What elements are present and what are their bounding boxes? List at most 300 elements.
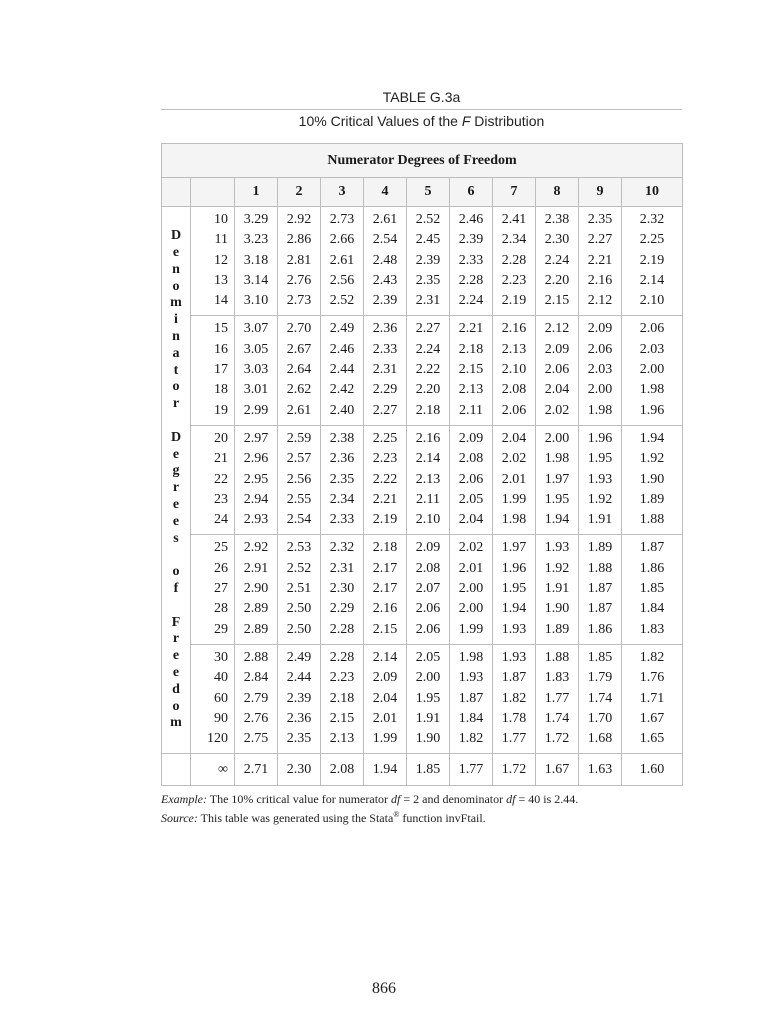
critical-value: 2.33 <box>329 512 355 528</box>
critical-value: 2.52 <box>329 293 355 309</box>
critical-value: 1.87 <box>501 670 527 686</box>
critical-value: 2.79 <box>243 690 269 706</box>
side-label-letter: e <box>172 648 180 664</box>
critical-value: 1.86 <box>587 621 613 637</box>
critical-value-cell <box>235 644 278 753</box>
critical-value: 1.85 <box>639 581 665 597</box>
numerator-df-row <box>162 178 683 207</box>
side-label-letter: a <box>172 345 180 361</box>
table-label: TABLE G.3a <box>161 89 682 110</box>
critical-value: 2.21 <box>587 252 613 268</box>
denominator-df-value: 40 <box>214 670 228 686</box>
critical-value: 2.81 <box>286 252 312 268</box>
critical-value: 2.09 <box>544 341 570 357</box>
critical-value: 2.02 <box>458 540 484 556</box>
denominator-df-value: 15 <box>214 321 228 337</box>
denominator-df-cell <box>191 316 235 425</box>
denominator-df-value: 17 <box>214 362 228 378</box>
critical-value: 1.92 <box>587 491 613 507</box>
critical-value-cell <box>278 316 321 425</box>
side-label-letter: o <box>172 564 180 580</box>
critical-value: 2.45 <box>415 232 441 248</box>
critical-value: 2.17 <box>372 560 398 576</box>
critical-value: 2.35 <box>415 272 441 288</box>
critical-value: 2.31 <box>415 293 441 309</box>
critical-value: 2.18 <box>458 341 484 357</box>
critical-value-cell <box>364 644 407 753</box>
critical-value: 2.31 <box>329 560 355 576</box>
critical-value: 2.08 <box>458 451 484 467</box>
side-label-letter: m <box>170 715 182 731</box>
denominator-df-cell <box>191 207 235 316</box>
critical-value: 2.22 <box>415 362 441 378</box>
critical-value: 2.96 <box>243 451 269 467</box>
critical-value: 2.30 <box>329 581 355 597</box>
numerator-df-header: 8 <box>536 178 579 207</box>
critical-value-cell <box>235 535 278 644</box>
critical-value-cell <box>622 316 683 425</box>
registered-mark: ® <box>393 810 400 819</box>
side-label-gap <box>162 547 190 564</box>
critical-value: 2.12 <box>587 293 613 309</box>
side-label-letter: o <box>172 278 180 294</box>
critical-value: 3.29 <box>243 212 269 227</box>
critical-value: 1.97 <box>501 540 527 556</box>
side-label-letter: g <box>172 463 180 479</box>
critical-value: 2.59 <box>286 430 312 446</box>
critical-value: 2.36 <box>329 451 355 467</box>
critical-value: 2.89 <box>243 601 269 617</box>
critical-value: 2.55 <box>286 491 312 507</box>
critical-value: 2.28 <box>458 272 484 288</box>
denominator-df-value: 23 <box>214 491 228 507</box>
critical-value: 2.90 <box>243 581 269 597</box>
critical-value: 1.67 <box>536 754 579 786</box>
critical-value: 2.57 <box>286 451 312 467</box>
critical-value-cell <box>278 207 321 316</box>
numerator-df-header: 3 <box>321 178 364 207</box>
critical-value: 2.44 <box>329 362 355 378</box>
critical-value-cell <box>579 425 622 534</box>
example-label: Example: <box>161 792 207 806</box>
critical-value: 2.16 <box>372 601 398 617</box>
critical-value: 2.21 <box>372 491 398 507</box>
critical-value: 1.93 <box>501 621 527 637</box>
critical-value: 2.08 <box>415 560 441 576</box>
infinity-df-label: ∞ <box>191 754 235 786</box>
critical-value: 2.27 <box>587 232 613 248</box>
denominator-df-value: 12 <box>214 252 228 268</box>
denominator-df-value: 16 <box>214 341 228 357</box>
critical-value: 1.87 <box>587 581 613 597</box>
critical-value: 2.33 <box>372 341 398 357</box>
denominator-df-cell <box>191 425 235 534</box>
example-text: The 10% critical value for numerator <box>206 792 392 806</box>
critical-value: 1.89 <box>639 491 665 507</box>
critical-value-cell <box>278 425 321 534</box>
critical-value: 2.11 <box>459 402 483 418</box>
page-number: 866 <box>372 980 396 997</box>
side-label-letter: m <box>170 295 182 311</box>
critical-value: 2.01 <box>372 710 398 726</box>
denominator-df-value: 20 <box>214 430 228 446</box>
denominator-df-value: 21 <box>214 451 228 467</box>
critical-value: 2.67 <box>286 341 312 357</box>
critical-value-cell <box>450 316 493 425</box>
critical-value: 1.88 <box>544 649 570 665</box>
critical-value: 1.82 <box>639 649 665 665</box>
numerator-df-header: 7 <box>493 178 536 207</box>
critical-value: 2.08 <box>321 754 364 786</box>
critical-value: 1.99 <box>372 731 398 747</box>
critical-value: 1.85 <box>587 649 613 665</box>
critical-value: 2.06 <box>544 362 570 378</box>
critical-value-cell <box>536 535 579 644</box>
critical-value: 1.94 <box>364 754 407 786</box>
critical-value: 2.07 <box>415 581 441 597</box>
source-text: function invFtail. <box>399 811 486 825</box>
denominator-df-value: 28 <box>214 601 228 617</box>
critical-value: 2.01 <box>458 560 484 576</box>
critical-value: 2.05 <box>415 649 441 665</box>
critical-value: 2.06 <box>501 402 527 418</box>
critical-value: 2.34 <box>501 232 527 248</box>
critical-value: 1.90 <box>639 471 665 487</box>
critical-value: 2.34 <box>329 491 355 507</box>
critical-value: 2.28 <box>501 252 527 268</box>
critical-value: 2.36 <box>372 321 398 337</box>
critical-value: 1.72 <box>544 731 570 747</box>
table-notes <box>161 792 682 826</box>
critical-value: 2.29 <box>372 382 398 398</box>
critical-value: 2.10 <box>501 362 527 378</box>
critical-value: 2.66 <box>329 232 355 248</box>
numerator-df-header: 10 <box>622 178 683 207</box>
critical-value: 2.38 <box>329 430 355 446</box>
critical-value: 1.96 <box>501 560 527 576</box>
critical-value: 2.09 <box>372 670 398 686</box>
side-label-letter: f <box>173 580 179 596</box>
critical-value: 2.06 <box>415 621 441 637</box>
critical-value: 2.04 <box>501 430 527 446</box>
critical-value: 2.76 <box>286 272 312 288</box>
critical-value: 3.10 <box>243 293 269 309</box>
side-label-letter: r <box>172 396 180 412</box>
critical-value: 1.94 <box>544 512 570 528</box>
critical-value: 2.30 <box>278 754 321 786</box>
critical-value: 2.00 <box>544 430 570 446</box>
critical-value: 1.98 <box>458 649 484 665</box>
critical-value: 2.04 <box>458 512 484 528</box>
critical-value-cell <box>407 207 450 316</box>
critical-value: 2.13 <box>458 382 484 398</box>
critical-value: 2.39 <box>286 690 312 706</box>
critical-value-cell <box>364 425 407 534</box>
critical-value-cell <box>536 207 579 316</box>
critical-value: 2.35 <box>286 731 312 747</box>
critical-value: 3.23 <box>243 232 269 248</box>
critical-value: 1.76 <box>639 670 665 686</box>
critical-value: 1.88 <box>639 512 665 528</box>
critical-value: 3.07 <box>243 321 269 337</box>
critical-value: 2.51 <box>286 581 312 597</box>
critical-value: 2.39 <box>372 293 398 309</box>
critical-value: 2.99 <box>243 402 269 418</box>
critical-value: 2.89 <box>243 621 269 637</box>
critical-value: 2.15 <box>329 710 355 726</box>
df-symbol: df <box>506 792 516 806</box>
table-row-group <box>162 316 683 425</box>
critical-value-cell <box>450 535 493 644</box>
denominator-df-value: 14 <box>214 293 228 309</box>
critical-value: 2.15 <box>544 293 570 309</box>
critical-value: 2.18 <box>372 540 398 556</box>
critical-value-cell <box>493 316 536 425</box>
denominator-df-value: 90 <box>214 710 228 726</box>
critical-value: 2.25 <box>372 430 398 446</box>
example-note <box>161 792 682 807</box>
critical-value: 1.93 <box>458 670 484 686</box>
critical-value-cell <box>235 207 278 316</box>
critical-value: 2.56 <box>329 272 355 288</box>
critical-value: 2.23 <box>501 272 527 288</box>
numerator-df-header: 6 <box>450 178 493 207</box>
critical-value-cell <box>579 316 622 425</box>
critical-value-cell <box>364 207 407 316</box>
critical-value: 1.74 <box>544 710 570 726</box>
critical-value: 2.15 <box>372 621 398 637</box>
critical-value: 1.99 <box>458 621 484 637</box>
denominator-df-value: 22 <box>214 471 228 487</box>
denominator-df-value: 26 <box>214 560 228 576</box>
side-label-letter: n <box>172 329 180 345</box>
critical-value: 2.00 <box>415 670 441 686</box>
critical-value-cell <box>536 425 579 534</box>
side-label-letter: n <box>172 261 180 277</box>
critical-value: 2.01 <box>501 471 527 487</box>
denominator-df-value: 19 <box>214 402 228 418</box>
critical-value-cell <box>407 425 450 534</box>
critical-value: 1.95 <box>587 451 613 467</box>
table-title-variable: F <box>461 113 471 129</box>
denominator-df-value: 27 <box>214 581 228 597</box>
critical-value: 2.19 <box>639 252 665 268</box>
critical-value: 2.11 <box>416 491 440 507</box>
denominator-df-cell <box>191 535 235 644</box>
critical-value-cell <box>493 535 536 644</box>
critical-value: 1.95 <box>501 581 527 597</box>
critical-value: 1.84 <box>639 601 665 617</box>
critical-value: 2.35 <box>587 212 613 227</box>
critical-value: 2.48 <box>372 252 398 268</box>
critical-value: 1.94 <box>501 601 527 617</box>
critical-value: 2.94 <box>243 491 269 507</box>
numerator-df-header: 5 <box>407 178 450 207</box>
critical-value: 2.28 <box>329 621 355 637</box>
critical-value: 2.22 <box>372 471 398 487</box>
critical-value: 2.02 <box>501 451 527 467</box>
critical-value: 2.24 <box>415 341 441 357</box>
critical-value-cell <box>622 207 683 316</box>
critical-value-cell <box>622 535 683 644</box>
denominator-df-value: 25 <box>214 540 228 556</box>
critical-value: 1.89 <box>544 621 570 637</box>
critical-value: 2.71 <box>235 754 278 786</box>
critical-value: 2.46 <box>329 341 355 357</box>
critical-value: 2.10 <box>639 293 665 309</box>
numerator-header: Numerator Degrees of Freedom <box>162 144 683 178</box>
critical-value-cell <box>622 425 683 534</box>
critical-value: 2.03 <box>639 341 665 357</box>
critical-value: 1.87 <box>587 601 613 617</box>
critical-value-cell <box>321 644 364 753</box>
critical-value: 2.04 <box>372 690 398 706</box>
critical-value: 1.93 <box>501 649 527 665</box>
critical-value: 2.84 <box>243 670 269 686</box>
critical-value: 3.14 <box>243 272 269 288</box>
critical-value: 2.16 <box>587 272 613 288</box>
critical-value: 2.06 <box>458 471 484 487</box>
critical-value-cell <box>450 644 493 753</box>
source-label: Source: <box>161 811 198 825</box>
critical-value: 2.09 <box>458 430 484 446</box>
critical-value: 1.96 <box>587 430 613 446</box>
critical-value: 2.13 <box>329 731 355 747</box>
critical-value: 2.23 <box>372 451 398 467</box>
corner-blank <box>162 178 191 207</box>
critical-value: 2.50 <box>286 601 312 617</box>
critical-value: 1.91 <box>587 512 613 528</box>
critical-value: 2.21 <box>458 321 484 337</box>
critical-value: 2.31 <box>372 362 398 378</box>
critical-value: 2.86 <box>286 232 312 248</box>
critical-value: 2.17 <box>372 581 398 597</box>
critical-value: 2.97 <box>243 430 269 446</box>
denominator-df-value: 30 <box>214 649 228 665</box>
side-label-letter: d <box>172 681 180 697</box>
denominator-side-label <box>162 207 191 754</box>
critical-value: 1.90 <box>415 731 441 747</box>
side-label-letter: s <box>173 530 179 546</box>
side-label-letter: i <box>174 312 178 328</box>
critical-value: 2.32 <box>639 212 665 227</box>
critical-value: 1.96 <box>639 402 665 418</box>
numerator-df-header: 2 <box>278 178 321 207</box>
critical-value-cell <box>235 316 278 425</box>
table-row-group <box>162 207 683 316</box>
denominator-df-value: 29 <box>214 621 228 637</box>
critical-value: 2.61 <box>286 402 312 418</box>
critical-value: 2.62 <box>286 382 312 398</box>
critical-value-cell <box>407 535 450 644</box>
critical-value: 1.98 <box>639 382 665 398</box>
critical-value: 2.04 <box>544 382 570 398</box>
critical-value-cell <box>536 644 579 753</box>
side-label-gap <box>162 598 190 615</box>
table-title-suffix: Distribution <box>470 113 545 129</box>
critical-value: 1.92 <box>544 560 570 576</box>
critical-value-cell <box>278 644 321 753</box>
critical-value: 2.03 <box>587 362 613 378</box>
critical-value: 2.20 <box>544 272 570 288</box>
critical-value: 1.71 <box>639 690 665 706</box>
critical-value-cell <box>407 644 450 753</box>
critical-value-cell <box>321 425 364 534</box>
critical-value: 2.27 <box>415 321 441 337</box>
critical-value: 2.23 <box>329 670 355 686</box>
critical-value: 2.24 <box>458 293 484 309</box>
critical-value: 2.75 <box>243 731 269 747</box>
critical-value: 2.93 <box>243 512 269 528</box>
side-label-gap <box>162 413 190 430</box>
denominator-df-value: 24 <box>214 512 228 528</box>
side-label-letter: r <box>172 480 180 496</box>
critical-value-cell <box>493 425 536 534</box>
source-text: This table was generated using the Stata <box>197 811 394 825</box>
critical-value-cell <box>493 644 536 753</box>
critical-value-cell <box>321 316 364 425</box>
critical-value: 2.14 <box>415 451 441 467</box>
critical-value: 1.93 <box>587 471 613 487</box>
table-row-group <box>162 644 683 753</box>
critical-value: 2.38 <box>544 212 570 227</box>
denominator-df-cell <box>191 644 235 753</box>
critical-value: 2.25 <box>639 232 665 248</box>
critical-value-cell <box>493 207 536 316</box>
critical-value: 3.05 <box>243 341 269 357</box>
critical-value: 2.56 <box>286 471 312 487</box>
critical-value: 2.42 <box>329 382 355 398</box>
critical-value: 2.19 <box>372 512 398 528</box>
example-text: = 40 is 2.44. <box>515 792 579 806</box>
numerator-df-header: 1 <box>235 178 278 207</box>
critical-value: 1.92 <box>639 451 665 467</box>
critical-value: 2.24 <box>544 252 570 268</box>
corner-blank <box>191 178 235 207</box>
critical-value: 1.95 <box>415 690 441 706</box>
side-label-letter: r <box>172 631 180 647</box>
critical-value-cell <box>321 207 364 316</box>
f-critical-values-table <box>161 143 683 786</box>
denominator-df-value: 120 <box>207 731 228 747</box>
critical-value: 2.14 <box>372 649 398 665</box>
critical-value: 1.98 <box>501 512 527 528</box>
critical-value: 1.68 <box>587 731 613 747</box>
critical-value: 1.87 <box>639 540 665 556</box>
critical-value: 2.28 <box>329 649 355 665</box>
side-label-letter: e <box>172 664 180 680</box>
critical-value-cell <box>235 425 278 534</box>
critical-value: 2.02 <box>544 402 570 418</box>
critical-value-cell <box>407 316 450 425</box>
critical-value: 2.18 <box>415 402 441 418</box>
critical-value: 2.29 <box>329 601 355 617</box>
critical-value: 2.16 <box>415 430 441 446</box>
critical-value: 2.15 <box>458 362 484 378</box>
critical-value: 2.00 <box>587 382 613 398</box>
critical-value: 2.14 <box>639 272 665 288</box>
critical-value: 2.06 <box>639 321 665 337</box>
critical-value: 2.00 <box>458 601 484 617</box>
critical-value: 2.00 <box>458 581 484 597</box>
critical-value: 3.03 <box>243 362 269 378</box>
critical-value: 2.35 <box>329 471 355 487</box>
denominator-df-value: 18 <box>214 382 228 398</box>
critical-value: 1.83 <box>544 670 570 686</box>
critical-value: 2.44 <box>286 670 312 686</box>
critical-value: 1.63 <box>579 754 622 786</box>
critical-value: 1.65 <box>639 731 665 747</box>
